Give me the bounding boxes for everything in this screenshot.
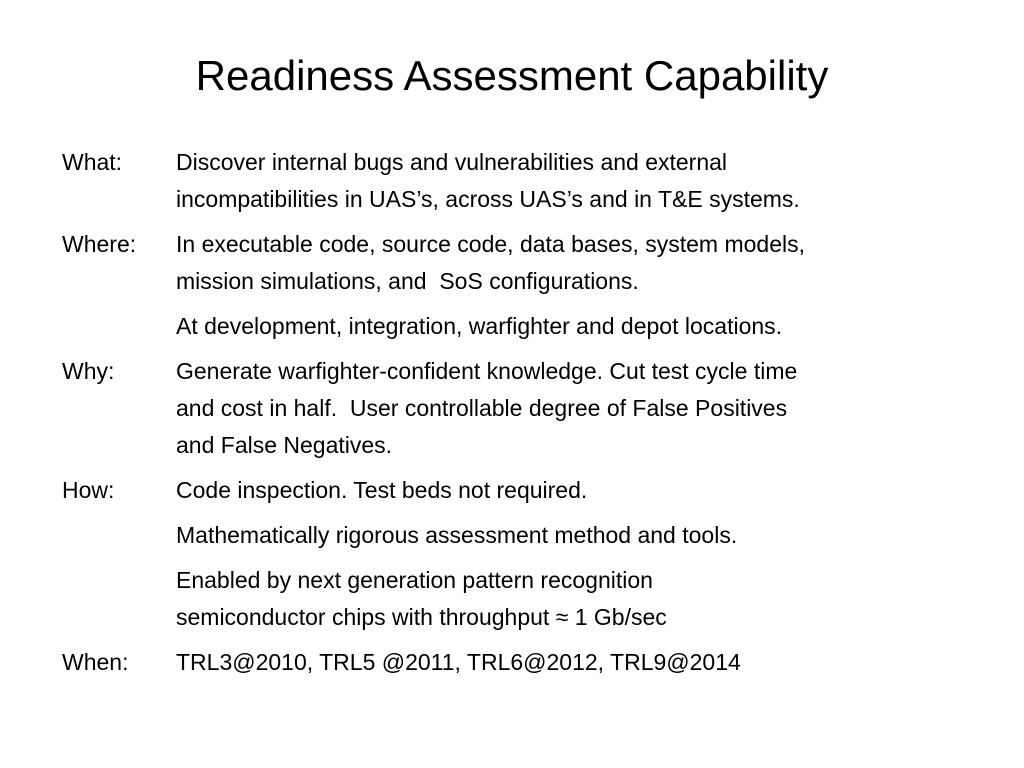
row-text: Code inspection. Test beds not required. [176,477,588,503]
row-text: Mathematically rigorous assessment method and tools. [176,522,738,548]
row-label [62,562,176,636]
row-text: TRL3@2010, TRL5 @2011, TRL6@2012, TRL9@2014 [176,649,741,675]
slide-body [62,144,992,689]
row-label: Why: [62,358,115,384]
row-label: When: [62,649,129,675]
row-what [62,144,992,218]
row-text: Generate warfighter-confident knowledge. Cut test cycle time and cost in half. User controllable degree of False Positives and False Negatives. [176,358,798,458]
row-text: Discover internal bugs and vulnerabilities and external incompatibilities in UAS’s, across UAS’s and in T&E systems. [176,149,800,212]
row-where-continued [62,308,992,345]
row-when [62,644,992,681]
row-how-continued-2 [62,562,992,636]
row-where [62,226,992,300]
row-text: At development, integration, warfighter and depot locations. [176,313,783,339]
row-label: What: [62,149,123,175]
row-label [62,308,176,345]
slide-title: Readiness Assessment Capability [195,52,829,99]
row-label: Where: [62,231,137,257]
row-label: How: [62,477,115,503]
row-label [62,517,176,554]
row-why [62,353,992,464]
row-how-continued-1 [62,517,992,554]
row-how [62,472,992,509]
row-text: In executable code, source code, data bases, system models, mission simulations, and SoS configurations. [176,231,806,294]
row-text: Enabled by next generation pattern recognition semiconductor chips with throughput ≈ 1 Gb/sec [176,567,667,630]
